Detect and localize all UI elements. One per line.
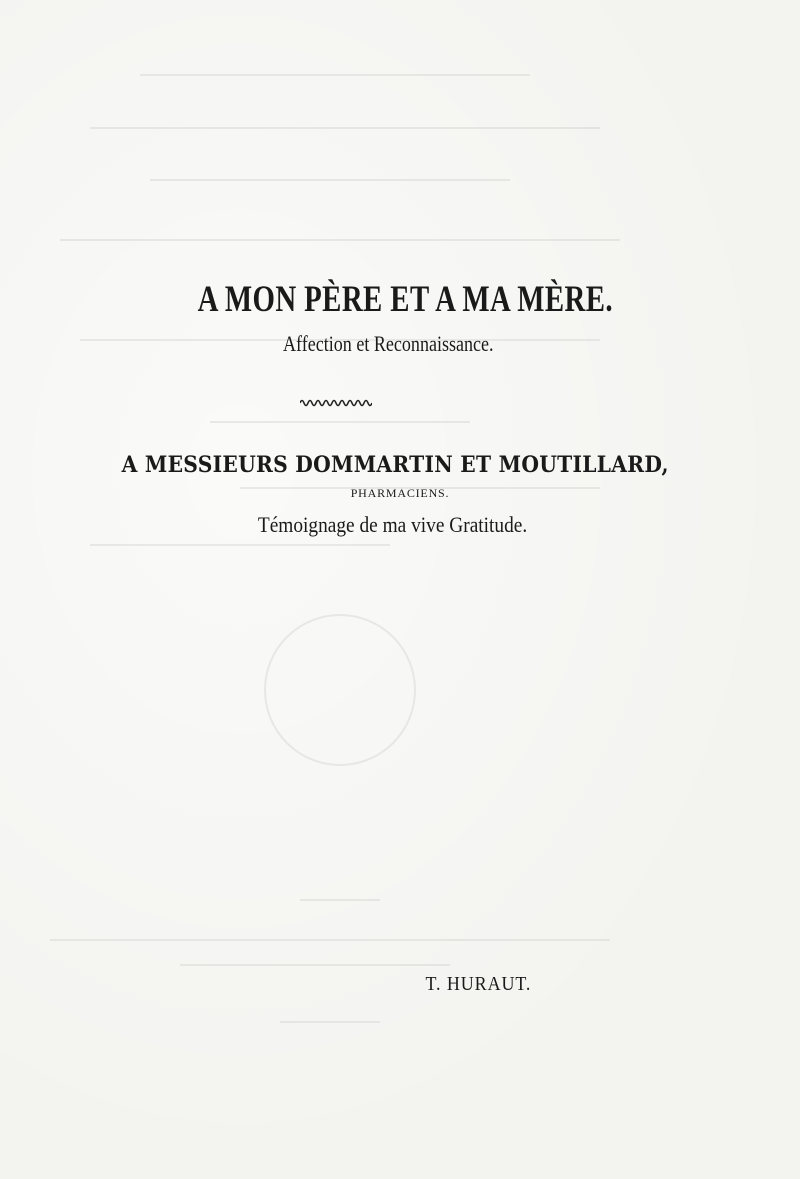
dedication-parents-heading: A MON PÈRE ET A MA MÈRE. (197, 279, 613, 320)
dedication-parents-subline: Affection et Reconnaissance. (283, 331, 494, 356)
wavy-rule-ornament (300, 398, 372, 408)
dedication-pharmacists-role: PHARMACIENS. (350, 486, 450, 500)
dedication-pharmacists-heading: A MESSIEURS DOMMARTIN ET MOUTILLARD, (121, 452, 669, 478)
dedication-pharmacists-subline: Témoignage de ma vive Gratitude. (257, 512, 528, 537)
author-signature: T. HURAUT. (425, 973, 532, 995)
